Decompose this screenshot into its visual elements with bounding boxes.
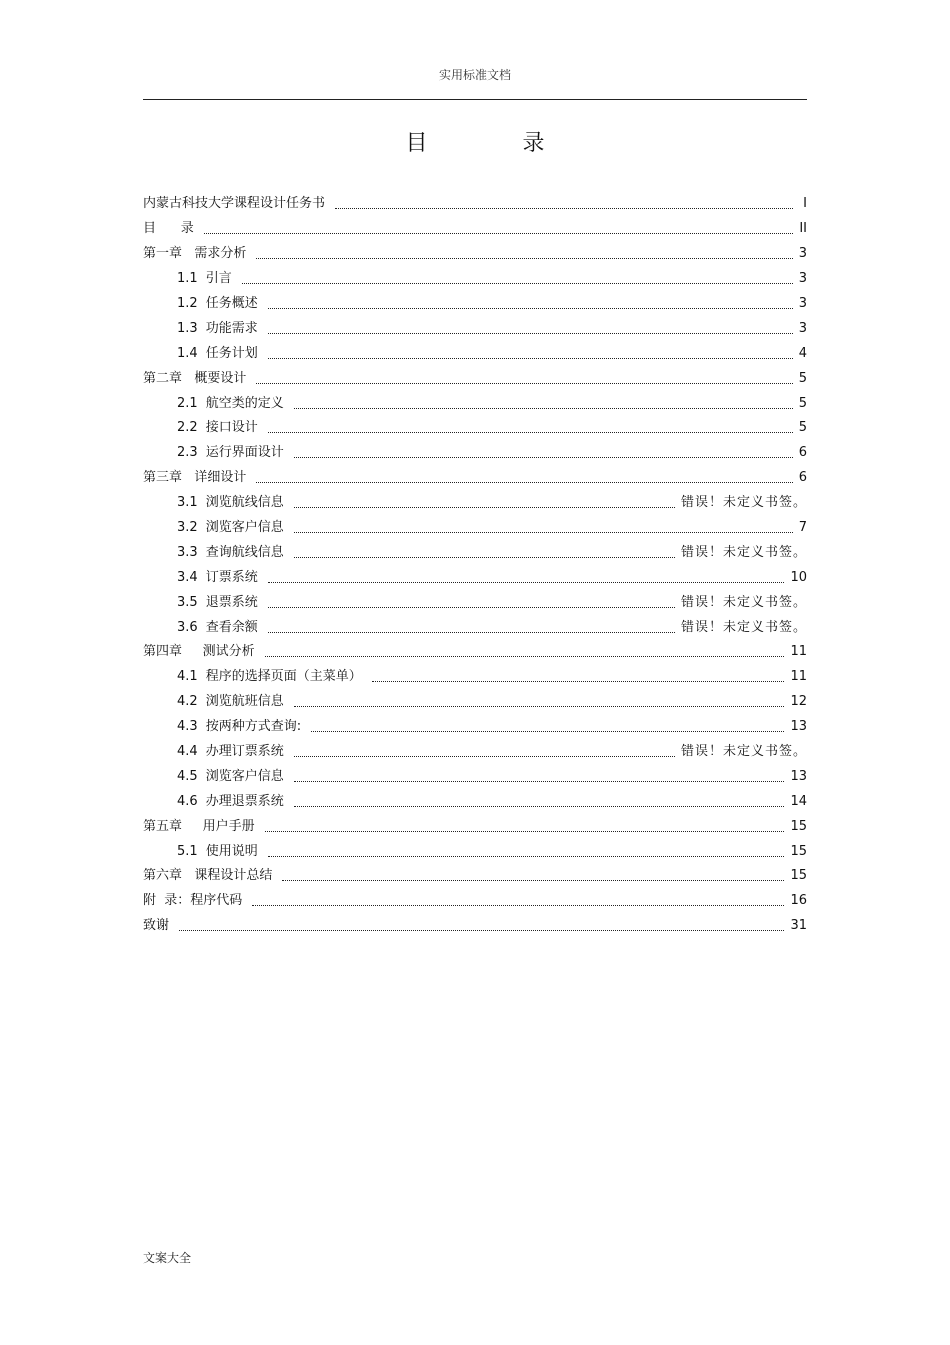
toc-entry-page: 错误！未定义书签。 xyxy=(680,594,807,610)
toc-entry-page: 13 xyxy=(790,719,807,735)
toc-entry-page: II xyxy=(799,221,807,237)
toc-entry-number: 4.5 xyxy=(177,768,198,784)
toc-entry-label xyxy=(177,595,262,611)
page-footer: 文案大全 xyxy=(143,1251,192,1265)
toc-entry-page: 4 xyxy=(798,345,807,361)
toc-entry[interactable] xyxy=(143,242,807,267)
toc-entry-label xyxy=(177,495,288,511)
toc-entry-label xyxy=(177,520,288,536)
toc-entry[interactable] xyxy=(143,889,807,914)
toc-entry[interactable] xyxy=(143,640,807,665)
toc-entry-page: 5 xyxy=(798,395,807,411)
toc-entry-number: 2.3 xyxy=(177,445,198,461)
toc-dot-leader xyxy=(268,307,793,309)
toc-entry-page: I xyxy=(803,196,807,212)
toc-entry-text: 第五章 用户手册 xyxy=(143,818,255,834)
toc-dot-leader xyxy=(204,232,793,234)
toc-entry-text: 查看余额 xyxy=(205,619,258,635)
toc-entry-text: 第三章 详细设计 xyxy=(143,470,247,486)
toc-entry-page: 15 xyxy=(790,868,807,884)
toc-entry-text: 任务计划 xyxy=(205,345,258,361)
toc-entry[interactable] xyxy=(143,914,807,939)
toc-entry-number: 3.6 xyxy=(177,619,198,635)
toc-entry[interactable] xyxy=(143,466,807,491)
toc-entry-number: 1.3 xyxy=(177,320,198,336)
page-header: 实用标准文档 xyxy=(438,68,511,82)
toc-entry[interactable] xyxy=(143,715,807,740)
toc-entry-page: 31 xyxy=(790,918,807,934)
toc-entry-text: 内蒙古科技大学课程设计任务书 xyxy=(143,196,326,212)
toc-entry-label xyxy=(177,396,288,412)
toc-entry[interactable] xyxy=(143,540,807,565)
toc-dot-leader xyxy=(268,855,785,857)
toc-dot-leader xyxy=(294,407,793,409)
toc-entry-number: 1.4 xyxy=(177,345,198,361)
toc-entry-number: 4.2 xyxy=(177,694,198,710)
toc-entry[interactable] xyxy=(143,516,807,541)
toc-entry-text: 浏览客户信息 xyxy=(205,520,284,536)
toc-dot-leader xyxy=(294,456,793,458)
toc-dot-leader xyxy=(268,581,785,583)
toc-entry-text: 浏览航班信息 xyxy=(205,694,284,710)
toc-entry-label xyxy=(143,371,250,387)
toc-dot-leader xyxy=(256,257,792,259)
toc-entry-number: 2.1 xyxy=(177,395,198,411)
toc-entry-label xyxy=(177,321,262,337)
toc-entry-label xyxy=(177,420,262,436)
toc-dot-leader xyxy=(256,481,792,483)
toc-dot-leader xyxy=(268,606,675,608)
toc-entry-page: 错误！未定义书签。 xyxy=(680,544,807,560)
toc-entry-number: 2.2 xyxy=(177,420,198,436)
toc-entry-text: 附 录：程序代码 xyxy=(143,893,243,909)
toc-entry-label xyxy=(177,719,305,735)
toc-dot-leader xyxy=(242,282,793,284)
toc-entry-text: 航空类的定义 xyxy=(205,395,284,411)
toc-entry[interactable] xyxy=(143,292,807,317)
toc-entry-text: 办理订票系统 xyxy=(205,744,284,760)
toc-entry[interactable] xyxy=(143,565,807,590)
toc-dot-leader xyxy=(311,730,784,732)
toc-entry-label xyxy=(177,620,262,636)
toc-entry[interactable] xyxy=(143,665,807,690)
toc-entry-number: 5.1 xyxy=(177,843,198,859)
toc-dot-leader xyxy=(294,780,785,782)
toc-entry-text: 运行界面设计 xyxy=(205,445,284,461)
toc-entry-text: 浏览客户信息 xyxy=(205,768,284,784)
toc-dot-leader xyxy=(294,805,785,807)
toc-entry[interactable] xyxy=(143,217,807,242)
toc-entry-text: 浏览航线信息 xyxy=(205,495,284,511)
toc-entry-text: 退票系统 xyxy=(205,594,258,610)
toc-entry-page: 6 xyxy=(798,470,807,486)
toc-entry-page: 错误！未定义书签。 xyxy=(680,495,807,511)
toc-dot-leader xyxy=(265,830,785,832)
toc-entry-label xyxy=(143,221,198,237)
toc-entry[interactable] xyxy=(143,192,807,217)
toc-dot-leader xyxy=(179,929,784,931)
toc-entry[interactable] xyxy=(143,316,807,341)
toc-entry-page: 10 xyxy=(790,569,807,585)
toc-entry-text: 第四章 测试分析 xyxy=(143,644,255,660)
toc-dot-leader xyxy=(268,332,793,334)
toc-entry-text: 第六章 课程设计总结 xyxy=(143,868,273,884)
toc-entry-text: 查询航线信息 xyxy=(205,544,284,560)
toc-entry-label xyxy=(143,196,329,212)
toc-entry-label xyxy=(177,744,288,760)
toc-entry-label xyxy=(143,868,276,884)
toc-entry[interactable] xyxy=(143,341,807,366)
toc-dot-leader xyxy=(265,655,785,657)
toc-entry-text: 订票系统 xyxy=(205,569,258,585)
toc-entry-text: 引言 xyxy=(205,271,232,287)
toc-entry-number: 1.1 xyxy=(177,271,198,287)
table-of-contents xyxy=(143,192,807,939)
document-title: 目 录 xyxy=(405,131,589,156)
toc-entry-text: 第二章 概要设计 xyxy=(143,370,247,386)
toc-entry-text: 致谢 xyxy=(143,918,170,934)
toc-entry[interactable] xyxy=(143,590,807,615)
toc-dot-leader xyxy=(268,431,793,433)
toc-entry-page: 3 xyxy=(798,246,807,262)
toc-entry[interactable] xyxy=(143,864,807,889)
toc-entry-page: 11 xyxy=(790,669,807,685)
toc-entry-page: 错误！未定义书签。 xyxy=(680,744,807,760)
toc-entry-page: 5 xyxy=(798,370,807,386)
toc-dot-leader xyxy=(294,531,793,533)
toc-dot-leader xyxy=(268,631,675,633)
toc-dot-leader xyxy=(282,879,784,881)
toc-entry-label xyxy=(177,271,236,287)
toc-entry-page: 15 xyxy=(790,843,807,859)
toc-dot-leader xyxy=(294,755,675,757)
toc-entry-page: 3 xyxy=(798,320,807,336)
toc-entry-label xyxy=(177,296,262,312)
toc-entry-number: 4.4 xyxy=(177,744,198,760)
toc-entry-text: 目 录 xyxy=(143,221,194,237)
toc-entry-page: 13 xyxy=(790,768,807,784)
toc-entry-label xyxy=(177,346,262,362)
toc-entry[interactable] xyxy=(143,740,807,765)
toc-entry-number: 4.3 xyxy=(177,719,198,735)
toc-entry-number: 3.3 xyxy=(177,544,198,560)
toc-entry[interactable] xyxy=(143,839,807,864)
toc-entry[interactable] xyxy=(143,491,807,516)
toc-entry-number: 3.2 xyxy=(177,520,198,536)
toc-entry-label xyxy=(177,669,366,685)
toc-entry-page: 15 xyxy=(790,818,807,834)
toc-entry-page: 14 xyxy=(790,793,807,809)
toc-entry-number: 4.6 xyxy=(177,793,198,809)
toc-entry[interactable] xyxy=(143,690,807,715)
toc-entry-page: 7 xyxy=(798,520,807,536)
toc-entry-text: 接口设计 xyxy=(205,420,258,436)
toc-entry[interactable] xyxy=(143,615,807,640)
toc-entry-label xyxy=(177,844,262,860)
toc-dot-leader xyxy=(372,680,785,682)
toc-entry[interactable] xyxy=(143,441,807,466)
toc-entry-label xyxy=(177,794,288,810)
toc-entry-text: 使用说明 xyxy=(205,843,258,859)
toc-dot-leader xyxy=(268,357,793,359)
toc-entry-text: 办理退票系统 xyxy=(205,793,284,809)
toc-entry-page: 11 xyxy=(790,644,807,660)
toc-entry-label xyxy=(143,470,250,486)
toc-entry-number: 3.5 xyxy=(177,594,198,610)
toc-entry-label xyxy=(177,445,288,461)
toc-entry-page: 12 xyxy=(790,694,807,710)
toc-dot-leader xyxy=(252,904,784,906)
toc-entry-page: 6 xyxy=(798,445,807,461)
toc-entry[interactable] xyxy=(143,814,807,839)
toc-entry-number: 4.1 xyxy=(177,669,198,685)
toc-entry-label xyxy=(143,246,250,262)
toc-dot-leader xyxy=(294,506,675,508)
toc-entry-page: 5 xyxy=(798,420,807,436)
toc-entry-label xyxy=(143,644,259,660)
toc-entry[interactable] xyxy=(143,267,807,292)
toc-entry[interactable] xyxy=(143,789,807,814)
toc-entry[interactable] xyxy=(143,416,807,441)
toc-entry-page: 3 xyxy=(798,296,807,311)
toc-entry[interactable] xyxy=(143,366,807,391)
toc-entry-text: 第一章 需求分析 xyxy=(143,246,247,262)
toc-entry-label xyxy=(177,545,288,561)
toc-dot-leader xyxy=(256,382,792,384)
toc-entry-label xyxy=(143,918,173,934)
toc-entry-label xyxy=(177,570,262,586)
toc-entry-label xyxy=(177,769,288,785)
toc-entry[interactable] xyxy=(143,764,807,789)
toc-entry-text: 任务概述 xyxy=(205,296,258,311)
toc-entry-page: 3 xyxy=(798,271,807,287)
toc-entry-label xyxy=(143,819,259,835)
header-divider xyxy=(143,99,807,100)
toc-entry-text: 按两种方式查询: xyxy=(205,719,302,735)
toc-dot-leader xyxy=(294,705,785,707)
toc-dot-leader xyxy=(294,556,675,558)
toc-entry-label xyxy=(177,694,288,710)
toc-entry-number: 3.1 xyxy=(177,495,198,511)
toc-entry-label xyxy=(143,893,246,909)
toc-entry[interactable] xyxy=(143,391,807,416)
toc-entry-text: 程序的选择页面（主菜单） xyxy=(205,669,362,685)
toc-entry-page: 16 xyxy=(790,893,807,909)
toc-entry-number: 1.2 xyxy=(177,296,198,311)
toc-dot-leader xyxy=(335,207,793,209)
toc-entry-number: 3.4 xyxy=(177,569,198,585)
toc-entry-page: 错误！未定义书签。 xyxy=(680,619,807,635)
toc-entry-text: 功能需求 xyxy=(205,320,258,336)
